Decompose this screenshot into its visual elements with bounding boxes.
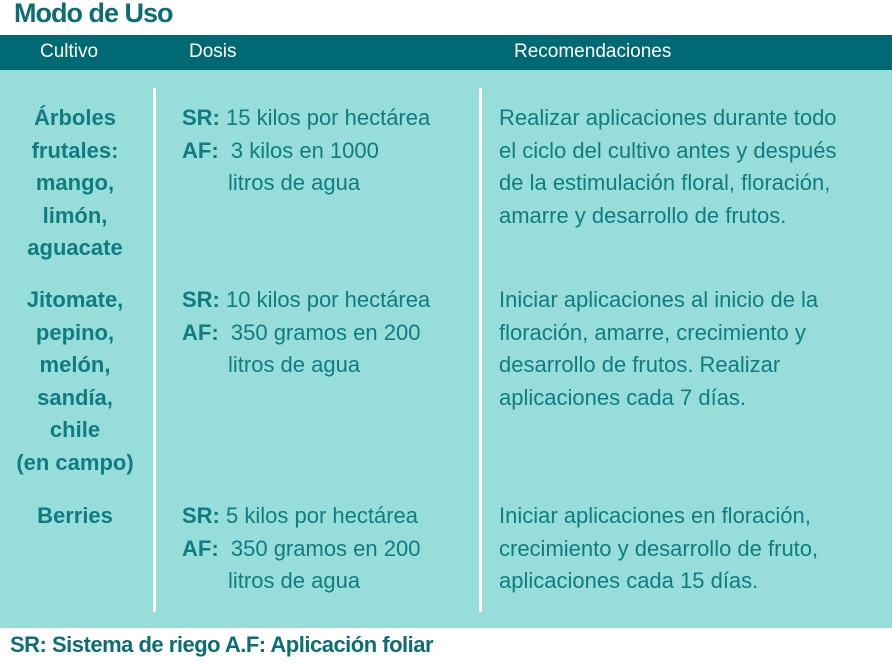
cultivo-line: mango, — [35, 170, 115, 195]
af-label: AF: — [182, 137, 219, 163]
dosis-cell — [182, 500, 472, 598]
rec-line: Iniciar aplicaciones al inicio de la — [499, 287, 819, 312]
af-dose-cont: litros de agua — [228, 568, 361, 593]
sr-dose: 5 kilos por hectárea — [219, 503, 418, 528]
header-dosis: Dosis — [189, 41, 237, 62]
header-recomendaciones: Recomendaciones — [514, 41, 672, 62]
footnote: SR: Sistema de riego A.F: Aplicación foliar — [10, 632, 434, 657]
cultivo-cell — [0, 102, 150, 265]
cultivo-line: pepino, — [35, 319, 115, 345]
rec-line: aplicaciones cada 7 días. — [499, 384, 747, 410]
af-dose: 350 gramos en 200 — [218, 535, 421, 561]
rec-line: desarrollo de frutos. Realizar — [499, 352, 781, 377]
cultivo-line: frutales: — [31, 137, 119, 163]
cultivo-line: melón, — [39, 352, 111, 377]
column-divider — [153, 88, 156, 612]
cultivo-cell — [0, 284, 150, 479]
cultivo-cell — [0, 500, 150, 533]
cultivo-line: limón, — [42, 202, 108, 228]
sr-label: SR: — [182, 287, 220, 312]
rec-line: aplicaciones cada 15 días. — [499, 568, 759, 593]
column-divider — [479, 88, 482, 612]
dosis-cell — [182, 284, 472, 382]
af-dose: 350 gramos en 200 — [218, 319, 421, 345]
cultivo-line: Árboles — [34, 105, 116, 130]
page-title: Modo de Uso — [14, 0, 173, 28]
cultivo-line: Jitomate, — [26, 287, 124, 312]
recomendaciones-cell — [499, 284, 889, 414]
cultivo-line: sandía, — [37, 384, 113, 410]
rec-line: Realizar aplicaciones durante todo — [499, 105, 837, 130]
dosis-cell — [182, 102, 472, 200]
rec-line: amarre y desarrollo de frutos. — [499, 202, 787, 228]
recomendaciones-cell — [499, 500, 889, 598]
sr-dose: 15 kilos por hectárea — [219, 105, 431, 130]
af-dose-cont: litros de agua — [228, 352, 361, 377]
rec-line: de la estimulación floral, floración, — [499, 170, 831, 195]
rec-line: crecimiento y desarrollo de fruto, — [499, 535, 819, 561]
table-header — [0, 35, 892, 70]
af-label: AF: — [182, 319, 219, 345]
af-label: AF: — [182, 535, 219, 561]
cultivo-line: aguacate — [27, 235, 123, 260]
af-dose-cont: litros de agua — [228, 170, 361, 195]
sr-label: SR: — [182, 105, 220, 130]
cultivo-line: Berries — [37, 503, 113, 528]
sr-label: SR: — [182, 503, 220, 528]
rec-line: Iniciar aplicaciones en floración, — [499, 503, 811, 528]
sr-dose: 10 kilos por hectárea — [219, 287, 431, 312]
cultivo-line: (en campo) — [16, 449, 134, 475]
cultivo-line: chile — [49, 417, 101, 442]
rec-line: floración, amarre, crecimiento y — [499, 319, 806, 345]
recomendaciones-cell — [499, 102, 889, 232]
rec-line: el ciclo del cultivo antes y después — [499, 137, 837, 163]
af-dose: 3 kilos en 1000 — [218, 137, 379, 163]
header-cultivo: Cultivo — [40, 41, 99, 62]
